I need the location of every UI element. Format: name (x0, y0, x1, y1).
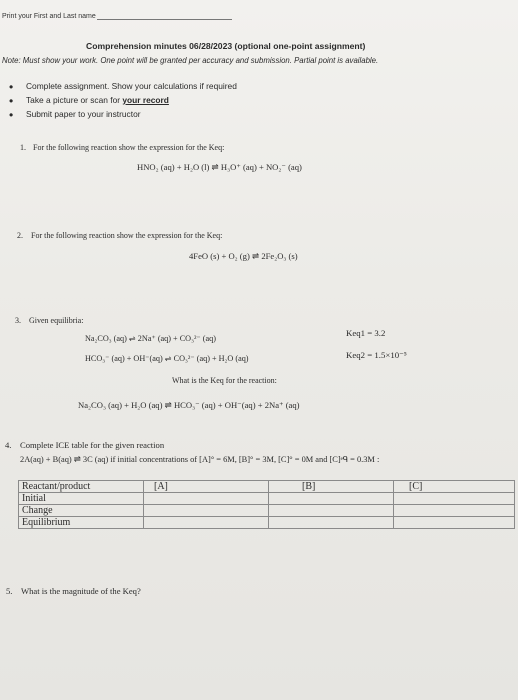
table-header-row (19, 481, 515, 493)
table-row-label: Initial (19, 493, 144, 505)
ice-table-wrapper (18, 480, 515, 529)
table-cell[interactable] (394, 493, 515, 505)
question-3-equilibrium-1: Na₂CO₃ (aq) ⇌ 2Na⁺ (aq) + CO₃²⁻ (aq) (85, 334, 216, 343)
bullet-item: • Complete assignment. Show your calculations if required (26, 81, 237, 91)
question-2-prompt: For the following reaction show the expression for the Keq: (31, 231, 223, 240)
bullet-item (26, 95, 169, 105)
question-2-number: 2. (17, 231, 23, 240)
question-5-prompt: What is the magnitude of the Keq? (21, 586, 141, 596)
bullet-item: • Submit paper to your instructor (26, 109, 141, 119)
table-header-cell: [B] (269, 481, 394, 493)
table-cell[interactable] (394, 517, 515, 529)
question-3-keq2: Keq2 = 1.5×10⁻⁵ (346, 350, 407, 360)
name-label: Print your First and Last name (2, 13, 96, 20)
ice-table (18, 480, 515, 529)
table-row-label: Equilibrium (19, 517, 144, 529)
question-3-number: 3. (15, 316, 21, 325)
table-cell[interactable] (269, 493, 394, 505)
table-row (19, 517, 515, 529)
question-3-keq1: Keq1 = 3.2 (346, 328, 386, 338)
question-2-equation: 4FeO (s) + O₂ (g) ⇌ 2Fe₂O₃ (s) (189, 251, 298, 261)
table-header-cell: Reactant/product (19, 481, 144, 493)
table-cell[interactable] (144, 493, 269, 505)
note-text: Note: Must show your work. One point will be granted per accuracy and submission. Partial point is available. (2, 56, 379, 65)
table-cell[interactable] (269, 505, 394, 517)
table-cell[interactable] (144, 517, 269, 529)
table-row-label: Change (19, 505, 144, 517)
question-4-prompt: Complete ICE table for the given reaction (20, 440, 165, 450)
question-3-ask: What is the Keq for the reaction: (172, 376, 277, 385)
name-field (2, 10, 232, 20)
table-cell[interactable] (144, 505, 269, 517)
table-cell[interactable] (269, 517, 394, 529)
question-4-reaction: 2A(aq) + B(aq) ⇌ 3C (aq) if initial concentrations of [A]° = 6M, [B]° = 3M, [C]° = 0M and [C]ᵉᑫ = 0.3M : (20, 455, 380, 464)
table-cell[interactable] (394, 505, 515, 517)
question-1-number: 1. (20, 143, 26, 152)
table-row (19, 505, 515, 517)
question-4-number: 4. (5, 440, 12, 450)
bullet-emphasis: your record (122, 95, 169, 105)
table-row (19, 493, 515, 505)
name-line (97, 10, 232, 20)
table-header-cell: [C] (394, 481, 515, 493)
question-5-number: 5. (6, 586, 13, 596)
bullet-text: Take a picture or scan for (26, 95, 123, 105)
question-1-equation: HNO₂ (aq) + H₂O (l) ⇌ H₃O⁺ (aq) + NO₂⁻ (aq) (137, 162, 302, 172)
question-3-target-reaction: Na₂CO₃ (aq) + H₂O (aq) ⇌ HCO₃⁻ (aq) + OH⁻(aq) + 2Na⁺ (aq) (78, 400, 300, 410)
question-3-prompt: Given equilibria: (29, 316, 84, 325)
table-header-cell: [A] (144, 481, 269, 493)
question-3-equilibrium-2: HCO₃⁻ (aq) + OH⁻(aq) ⇌ CO₃²⁻ (aq) + H₂O (aq) (85, 354, 249, 363)
page-title: Comprehension minutes 06/28/2023 (optional one-point assignment) (86, 41, 366, 51)
question-1-prompt: For the following reaction show the expression for the Keq: (33, 143, 225, 152)
